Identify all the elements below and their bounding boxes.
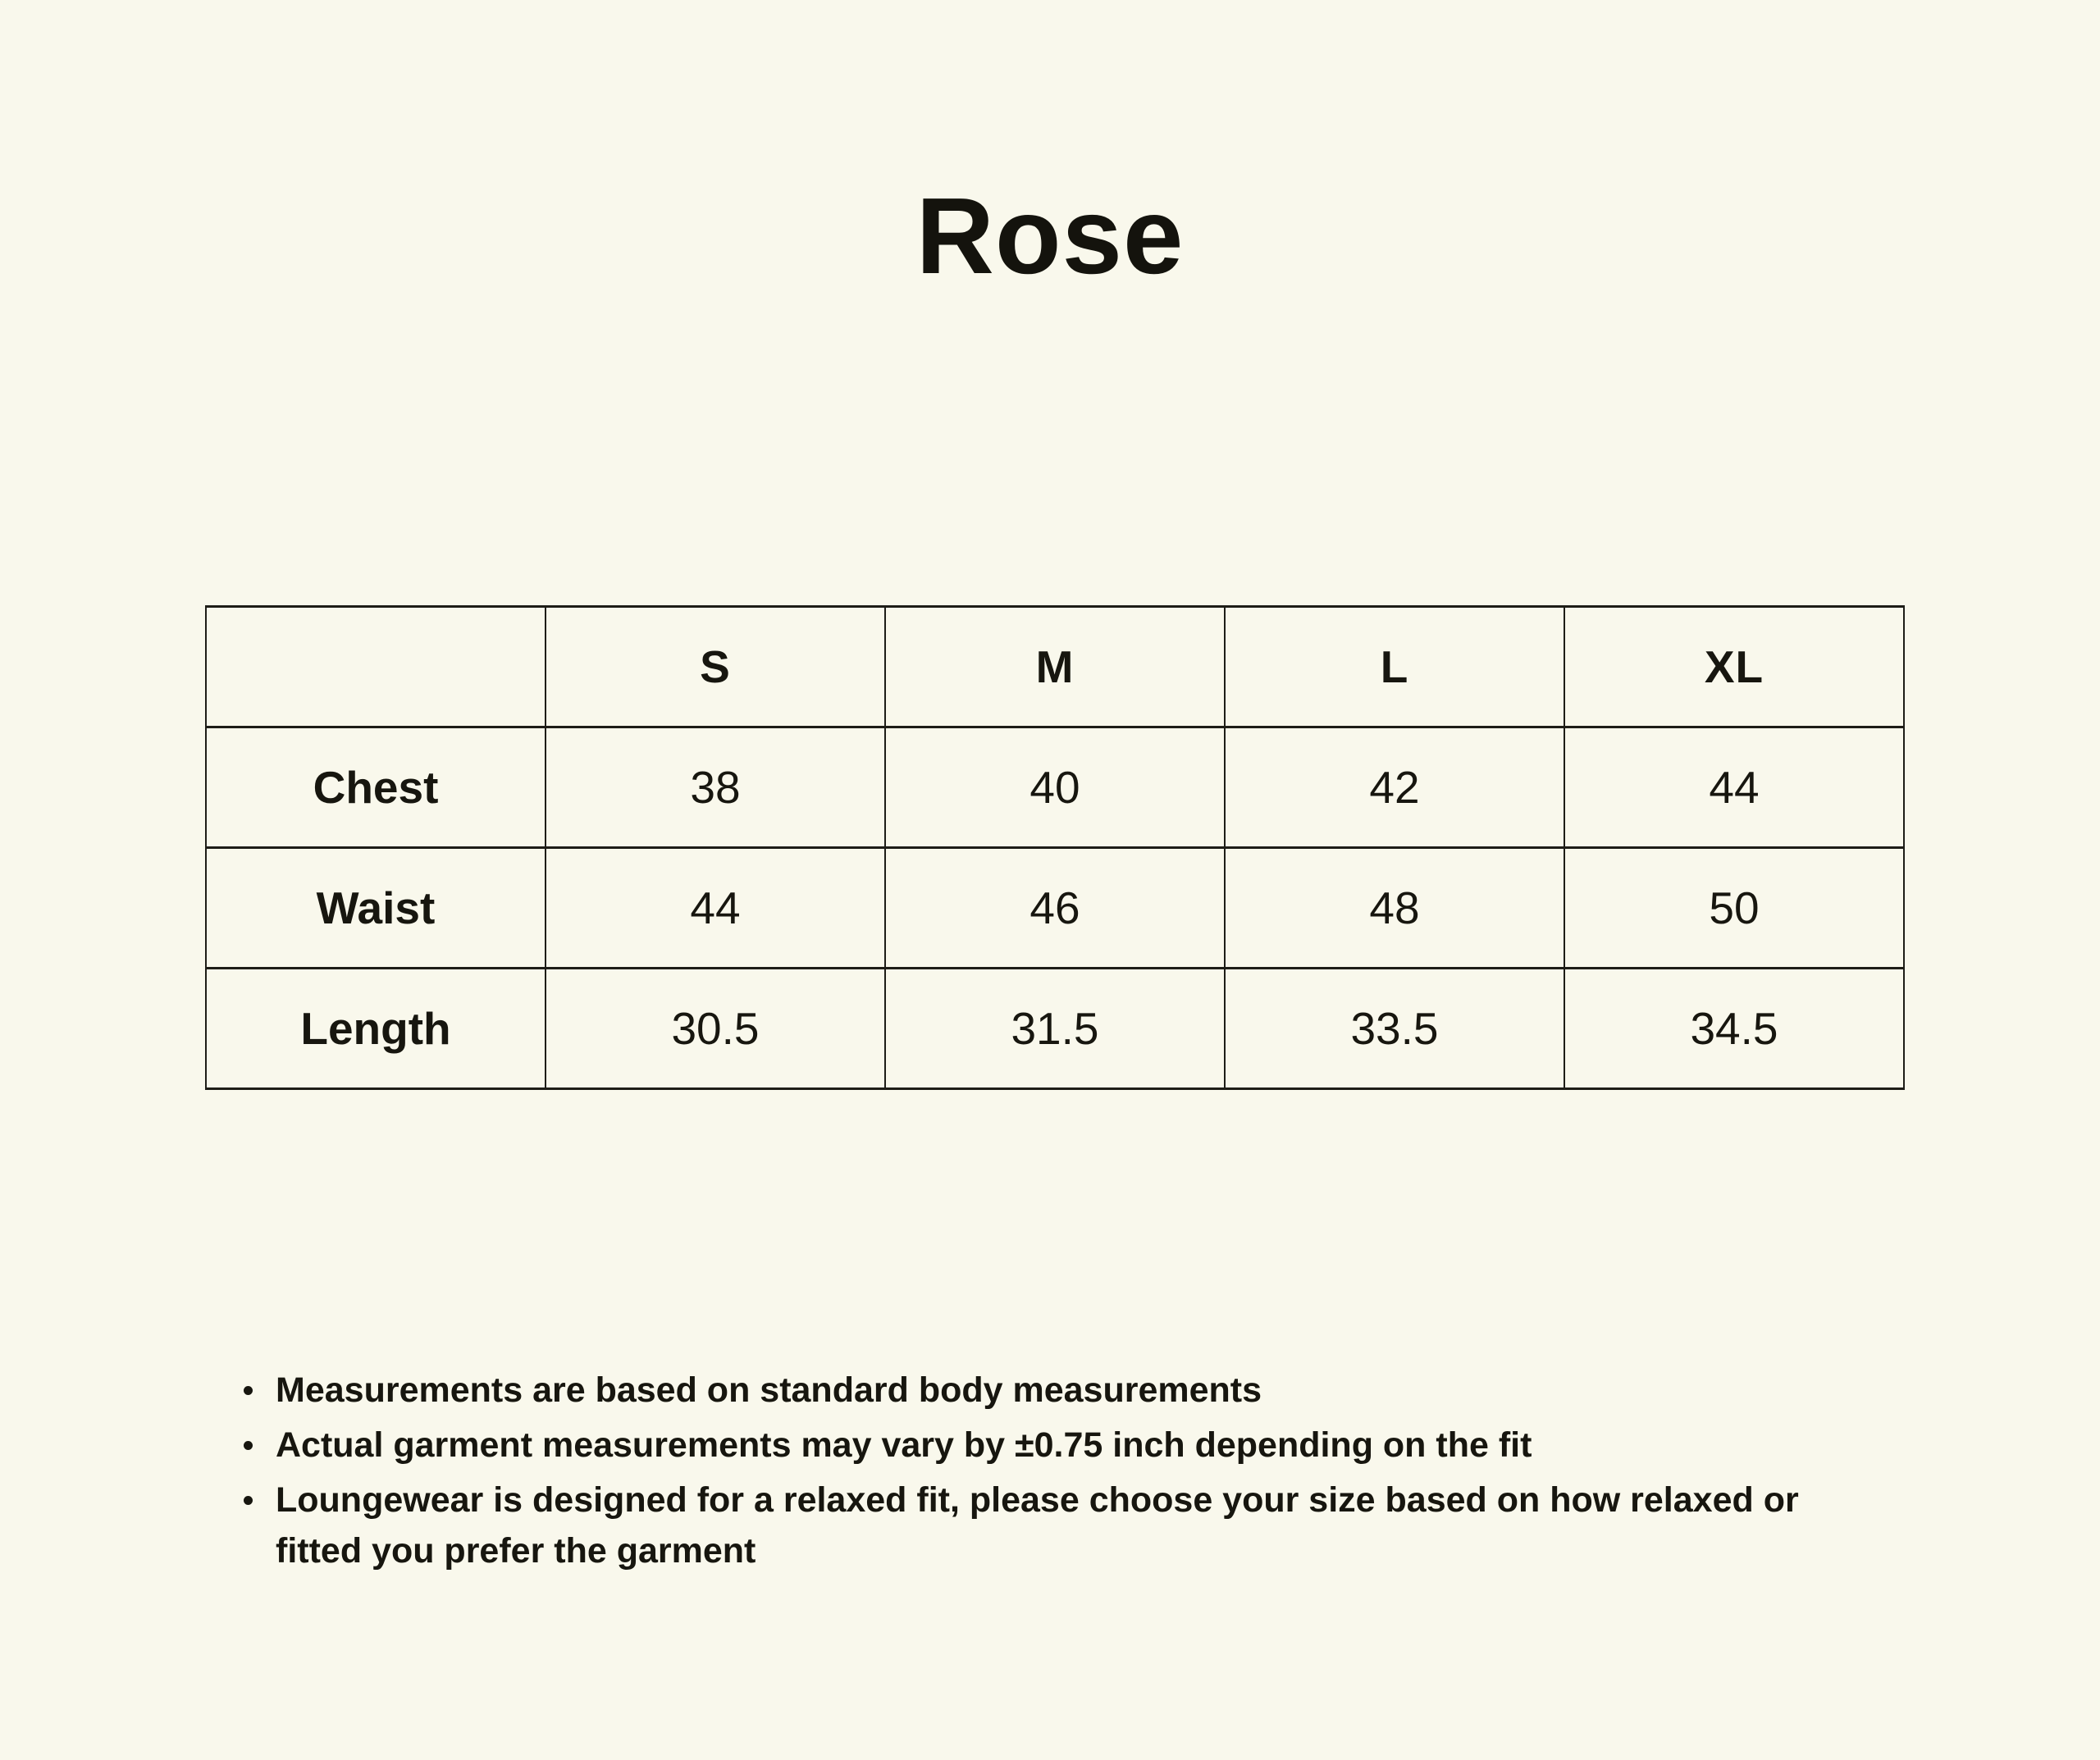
- table-cell-chest-xl: 44: [1564, 727, 1904, 848]
- table-cell-length-m: 31.5: [885, 969, 1225, 1089]
- table-cell-chest-m: 40: [885, 727, 1225, 848]
- table-cell-chest-s: 38: [546, 727, 885, 848]
- note-text: Measurements are based on standard body measurements: [276, 1370, 1262, 1410]
- bullet-icon: [244, 1386, 253, 1395]
- table-row-length: [206, 969, 1904, 1089]
- table-cell-waist-s: 44: [546, 848, 885, 969]
- table-header-row: [206, 607, 1904, 727]
- page-title: Rose: [915, 176, 1185, 296]
- table-cell-chest-l: 42: [1225, 727, 1564, 848]
- table-cell-waist-m: 46: [885, 848, 1225, 969]
- table-row-waist: [206, 848, 1904, 969]
- table-row-chest: [206, 727, 1904, 848]
- column-header-m: M: [885, 607, 1225, 727]
- table-cell-length-s: 30.5: [546, 969, 885, 1089]
- column-header-s: S: [546, 607, 885, 727]
- table-cell-length-xl: 34.5: [1564, 969, 1904, 1089]
- bullet-icon: [244, 1496, 253, 1505]
- table-cell-waist-l: 48: [1225, 848, 1564, 969]
- list-item: [242, 1420, 1817, 1470]
- corner-cell: [206, 607, 546, 727]
- note-text: Actual garment measurements may vary by ±0.75 inch depending on the fit: [276, 1425, 1532, 1465]
- note-text: Loungewear is designed for a relaxed fit, please choose your size based on how relaxed or fitted you prefer the garment: [276, 1480, 1799, 1571]
- table-cell-length-l: 33.5: [1225, 969, 1564, 1089]
- row-label-chest: Chest: [206, 727, 546, 848]
- notes-list: [242, 1365, 1817, 1580]
- row-label-waist: Waist: [206, 848, 546, 969]
- list-item: [242, 1475, 1817, 1576]
- list-item: [242, 1365, 1817, 1416]
- column-header-xl: XL: [1564, 607, 1904, 727]
- table-cell-waist-xl: 50: [1564, 848, 1904, 969]
- size-chart-table: [205, 605, 1905, 1090]
- bullet-icon: [244, 1441, 253, 1450]
- row-label-length: Length: [206, 969, 546, 1089]
- column-header-l: L: [1225, 607, 1564, 727]
